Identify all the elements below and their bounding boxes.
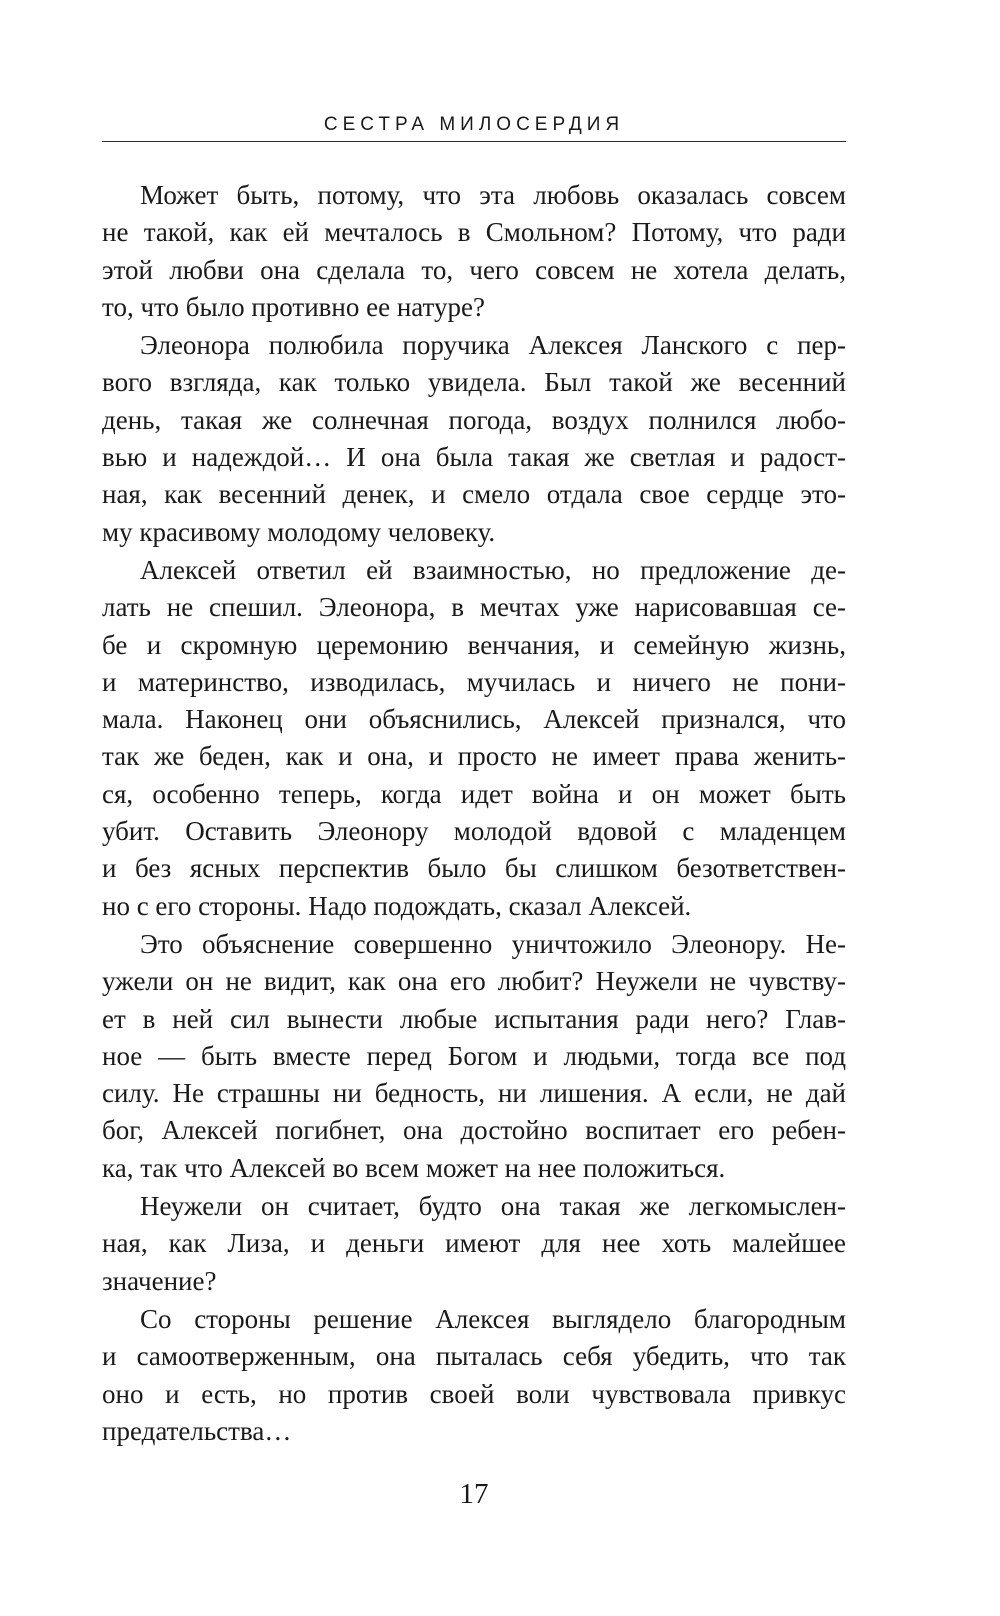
text-line: силу. Не страшны ни бедность, ни лишения. А если, не дай	[102, 1078, 846, 1109]
paragraph	[102, 1188, 846, 1300]
text-line: Со стороны решение Алексея выглядело благородным	[140, 1303, 846, 1334]
body-text	[102, 177, 846, 1451]
text-line: день, такая же солнечная погода, воздух полнился любо-	[102, 404, 846, 435]
paragraph	[102, 327, 846, 551]
paragraph	[102, 552, 846, 925]
text-line: и материнство, изводилась, мучилась и ничего не пони-	[102, 666, 846, 697]
text-line: этой любви она сделала то, чего совсем не хотела делать,	[102, 254, 846, 285]
text-line: ное — быть вместе перед Богом и людьми, тогда все под	[102, 1040, 846, 1071]
text-line: и без ясных перспектив было бы слишком безответствен-	[102, 853, 846, 884]
text-line: Это объяснение совершенно уничтожило Элеонору. Не-	[140, 928, 846, 959]
text-line: ка, так что Алексей во всем может на нее положиться.	[102, 1152, 726, 1183]
text-line: вью и надеждой… И она была такая же светлая и радост-	[102, 442, 846, 473]
text-line: значение?	[102, 1265, 217, 1296]
page-number: 17	[459, 1478, 489, 1510]
text-line: лать не спешил. Элеонора, в мечтах уже нарисовавшая се-	[102, 592, 846, 623]
text-line: ет в ней сил вынести любые испытания ради него? Глав-	[102, 1003, 846, 1034]
text-line: бог, Алексей погибнет, она достойно воспитает его ребен-	[102, 1115, 846, 1146]
text-line: Алексей ответил ей взаимностью, но предложение де-	[140, 554, 846, 585]
text-line: так же беден, как и она, и просто не имеет права женить-	[102, 741, 846, 772]
text-line: убит. Оставить Элеонору молодой вдовой с младенцем	[102, 816, 846, 847]
text-line: ная, как Лиза, и деньги имеют для нее хоть малейшее	[102, 1228, 846, 1259]
header-rule	[102, 141, 846, 142]
text-line: мала. Наконец они объяснились, Алексей признался, что	[102, 704, 846, 735]
text-line: но с его стороны. Надо подождать, сказал Алексей.	[102, 890, 692, 921]
text-line: и самоотверженным, она пыталась себя убедить, что так	[102, 1341, 846, 1372]
paragraph	[102, 177, 846, 326]
text-line: Может быть, потому, что эта любовь оказалась совсем	[140, 180, 846, 210]
text-line: ная, как весенний денек, и смело отдала свое сердце это-	[102, 479, 846, 510]
paragraph	[102, 926, 846, 1187]
text-line: му красивому молодому человеку.	[102, 516, 496, 547]
text-line: то, что было противно ее натуре?	[102, 291, 485, 322]
text-line: вого взгляда, как только увидела. Был такой же весенний	[102, 367, 846, 398]
running-head: СЕСТРА МИЛОСЕРДИЯ	[323, 114, 625, 135]
text-line: бе и скромную церемонию венчания, и семейную жизнь,	[102, 629, 846, 660]
text-line: не такой, как ей мечталось в Смольном? Потому, что ради	[102, 217, 846, 248]
text-line: ужели он не видит, как она его любит? Неужели не чувству-	[102, 966, 846, 997]
text-line: Элеонора полюбила поручика Алексея Ланского с пер-	[140, 330, 846, 361]
text-line: оно и есть, но против своей воли чувствовала привкус	[102, 1378, 846, 1409]
text-line: Неужели он считает, будто она такая же легкомыслен-	[140, 1191, 846, 1222]
text-line: ся, особенно теперь, когда идет война и он может быть	[102, 778, 846, 809]
paragraph	[102, 1301, 846, 1450]
text-line: предательства…	[102, 1415, 292, 1446]
